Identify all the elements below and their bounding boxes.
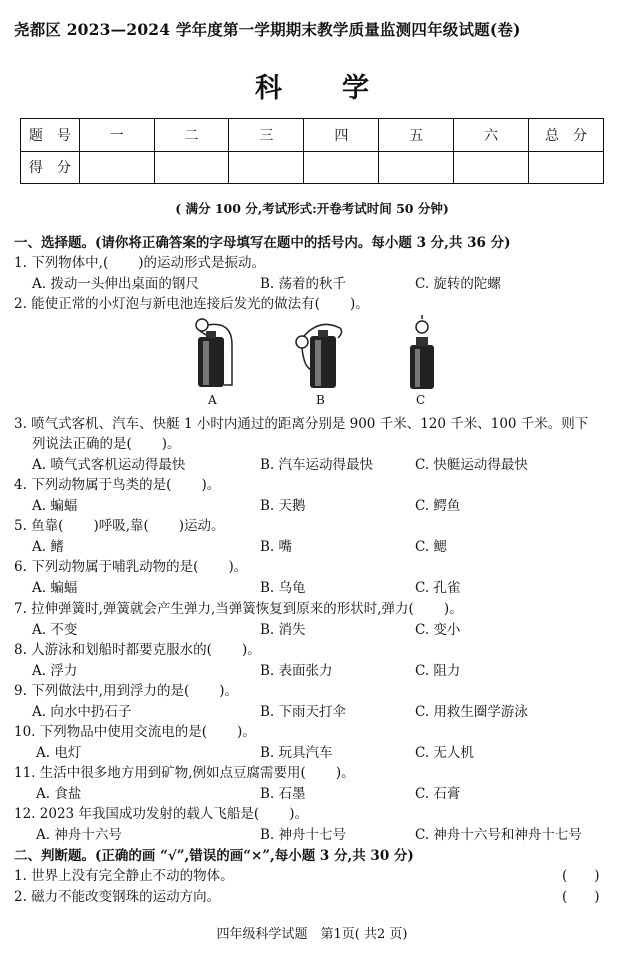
subject-char-2: 学 <box>342 73 369 104</box>
score-table-score-row <box>21 151 604 184</box>
q7-option-b: B. 消失 <box>260 622 306 638</box>
score-cell-5: 五 <box>379 119 454 152</box>
question-5: 5. 鱼靠( )呼吸,靠( )运动。 <box>14 518 225 534</box>
judge-item-1: 1. 世界上没有完全静止不动的物体。 <box>14 868 234 884</box>
q7-option-a: A. 不变 <box>32 622 78 638</box>
q5-option-a: A. 鳍 <box>32 539 64 555</box>
q8-option-b: B. 表面张力 <box>260 663 333 679</box>
score-cell-label: 题 号 <box>21 119 80 152</box>
q10-option-c: C. 无人机 <box>415 745 474 761</box>
score-table-header-row <box>21 119 604 152</box>
q11-option-a: A. 食盐 <box>36 786 82 802</box>
score-cell-1: 一 <box>79 119 154 152</box>
q11-option-c: C. 石膏 <box>415 786 461 802</box>
score-input-cell[interactable] <box>379 151 454 184</box>
q3-option-c: C. 快艇运动得最快 <box>415 457 528 473</box>
question-7: 7. 拉伸弹簧时,弹簧就会产生弹力,当弹簧恢复到原来的形状时,弹力( )。 <box>14 601 463 617</box>
score-input-cell[interactable] <box>154 151 229 184</box>
section-2-title: 二、判断题。(正确的画 “√”,错误的画“×”,每小题 3 分,共 30 分) <box>14 848 414 864</box>
question-2: 2. 能使正常的小灯泡与新电池连接后发光的做法有( )。 <box>14 296 369 312</box>
q9-option-b: B. 下雨天打伞 <box>260 704 347 720</box>
q12-option-b: B. 神舟十七号 <box>260 827 347 843</box>
q6-option-b: B. 乌龟 <box>260 580 306 596</box>
q9-option-a: A. 向水中扔石子 <box>32 704 132 720</box>
exam-header-title: 尧都区 2023—2024 学年度第一学期期末教学质量监测四年级试题(卷) <box>14 20 521 39</box>
q3-option-b: B. 汽车运动得最快 <box>260 457 374 473</box>
q12-option-c: C. 神舟十六号和神舟十七号 <box>415 827 582 843</box>
question-11: 11. 生活中很多地方用到矿物,例如点豆腐需要用( )。 <box>14 765 355 781</box>
question-4: 4. 下列动物属于鸟类的是( )。 <box>14 477 221 493</box>
score-input-cell[interactable] <box>454 151 529 184</box>
q4-option-b: B. 天鹅 <box>260 498 306 514</box>
question-3: 3. 喷气式客机、汽车、快艇 1 小时内通过的距离分别是 900 千米、120 千米、100 千米。则下 <box>14 416 589 432</box>
score-input-cell[interactable] <box>79 151 154 184</box>
battery-bulb-figure-c <box>404 315 440 393</box>
q5-option-b: B. 嘴 <box>260 539 293 555</box>
score-cell-4: 四 <box>304 119 379 152</box>
q3-option-a: A. 喷气式客机运动得最快 <box>32 457 186 473</box>
q8-option-c: C. 阻力 <box>415 663 461 679</box>
battery-bulb-figure-b <box>290 318 350 393</box>
question-10: 10. 下列物品中使用交流电的是( )。 <box>14 724 256 740</box>
figure-a-label: A <box>208 393 217 407</box>
figure-b-label: B <box>316 393 325 407</box>
score-row-label: 得 分 <box>21 151 80 184</box>
question-6: 6. 下列动物属于哺乳动物的是( )。 <box>14 559 248 575</box>
judge-answer-blank[interactable]: ( ) <box>562 868 600 884</box>
q5-option-c: C. 鳃 <box>415 539 447 555</box>
judge-answer-blank[interactable]: ( ) <box>562 889 600 905</box>
page-footer: 四年级科学试题 第1页( 共2 页) <box>216 927 408 942</box>
question-3-line-2: 列说法正确的是( )。 <box>32 436 181 452</box>
score-cell-total: 总 分 <box>529 119 604 152</box>
q1-option-b: B. 荡着的秋千 <box>260 276 347 292</box>
score-input-cell[interactable] <box>304 151 379 184</box>
subject-char-1: 科 <box>255 73 282 104</box>
exam-note: ( 满分 100 分,考试形式:开卷考试时间 50 分钟) <box>175 201 449 216</box>
score-input-cell[interactable] <box>529 151 604 184</box>
q1-option-c: C. 旋转的陀螺 <box>415 276 501 292</box>
q6-option-c: C. 孔雀 <box>415 580 461 596</box>
q10-option-a: A. 电灯 <box>36 745 82 761</box>
q9-option-c: C. 用救生圈学游泳 <box>415 704 528 720</box>
score-cell-3: 三 <box>229 119 304 152</box>
subject-title <box>0 66 624 105</box>
section-1-title: 一、选择题。(请你将正确答案的字母填写在题中的括号内。每小题 3 分,共 36 分) <box>14 235 511 251</box>
score-table <box>20 118 604 184</box>
score-cell-2: 二 <box>154 119 229 152</box>
q1-option-a: A. 拨动一头伸出桌面的钢尺 <box>32 276 199 292</box>
question-1: 1. 下列物体中,( )的运动形式是振动。 <box>14 255 266 271</box>
question-8: 8. 人游泳和划船时都要克服水的( )。 <box>14 642 261 658</box>
q10-option-b: B. 玩具汽车 <box>260 745 333 761</box>
q11-option-b: B. 石墨 <box>260 786 306 802</box>
score-input-cell[interactable] <box>229 151 304 184</box>
q12-option-a: A. 神舟十六号 <box>36 827 122 843</box>
judge-item-2: 2. 磁力不能改变钢珠的运动方向。 <box>14 889 221 905</box>
battery-bulb-figure-a <box>188 315 238 393</box>
q8-option-a: A. 浮力 <box>32 663 78 679</box>
score-cell-6: 六 <box>454 119 529 152</box>
q6-option-a: A. 蝙蝠 <box>32 580 78 596</box>
question-9: 9. 下列做法中,用到浮力的是( )。 <box>14 683 239 699</box>
q4-option-a: A. 蝙蝠 <box>32 498 78 514</box>
question-12: 12. 2023 年我国成功发射的载人飞船是( )。 <box>14 806 308 822</box>
q4-option-c: C. 鳄鱼 <box>415 498 461 514</box>
figure-c-label: C <box>416 393 426 407</box>
q7-option-c: C. 变小 <box>415 622 461 638</box>
